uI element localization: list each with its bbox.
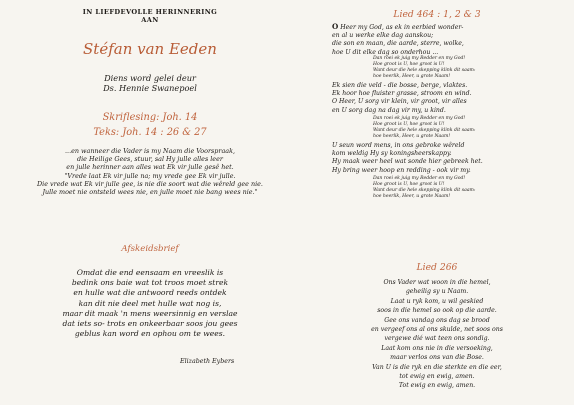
chorus-line: Want deur die hele skepping klink dit saam:: [373, 68, 476, 74]
hymn-464-chorus-2: [332, 116, 574, 140]
chorus-line: Dan roei ek juig my Redder en my God!: [373, 116, 466, 121]
verse-line: en U sorg dag na dag vir my, u kind.: [332, 106, 446, 114]
sermon-text: Teks: Joh. 14 : 26 & 27: [93, 127, 207, 138]
chorus-line: Dan roei ek juig my Redder en my God!: [373, 56, 466, 61]
prayer-line: en vergeef ons al ons skulde, net soos ons: [371, 326, 503, 334]
hymn-464-verse-3: [332, 142, 568, 175]
quote-line: "Vrede laat Ek vir julle na; my vrede gee Ek vir julle.: [64, 171, 236, 180]
hymn-266-text: [300, 278, 574, 391]
verse-line-text: Heer my God, as ek in eerbied wonder-: [340, 24, 464, 31]
hymn-464-verse-1: [332, 23, 568, 57]
memorial-heading: [0, 8, 300, 24]
quote-line: Die vrede wat Ek vir julle gee, is nie die soort wat die wêreld gee nie.: [37, 179, 263, 188]
prayer-line: Ons Vader wat woon in die hemel,: [383, 279, 491, 286]
service-info: [0, 73, 300, 93]
chorus-line: hoe heerlik, Heer, u grote Naam!: [373, 74, 451, 80]
poem-line: Omdat die end eensaam en vreeslik is: [76, 268, 224, 277]
farewell-poem: [0, 268, 300, 339]
prayer-line: Laat kom ons nie in die versoeking,: [381, 344, 493, 352]
verse-line: Ek hoor hoe fluister grasse, stroom en wind.: [332, 90, 472, 98]
verse-line: O Heer, U sorg vir klein, vir groot, vir alles: [332, 98, 467, 106]
farewell-heading: Afskeidsbrief: [121, 244, 179, 254]
prayer-line: Tot ewig en ewig, amen.: [398, 382, 476, 390]
quote-line: ...en wanneer die Vader is my Naam die Voorspraak,: [65, 147, 235, 155]
poem-line: geblus kan word en ophou om te wees.: [74, 329, 226, 339]
scripture-quote: [0, 147, 300, 196]
prayer-line: geheilig sy u Naam.: [405, 288, 469, 296]
poem-line: bedink ons baie wat tot troos moet strek: [71, 278, 229, 288]
hymn-464-chorus-3: [332, 176, 574, 200]
poem-author: Elizabeth Eybers: [180, 358, 235, 365]
prayer-line: Van U is die ryk en die sterkte en die eer,: [372, 363, 502, 371]
chorus-line: hoe heerlik, Heer, u grote Naam!: [373, 194, 451, 200]
deceased-name: Stéfan van Eeden: [83, 40, 217, 58]
hymn-464-verse-2: [332, 82, 568, 115]
service-line: Diens word gelei deur: [104, 73, 196, 83]
prayer-line: soos in die hemel so ook op die aarde.: [377, 307, 497, 315]
poem-line: en hulle wat die antwoord reeds ontdek: [73, 288, 227, 298]
chorus-line: Want deur die hele skepping klink dit saam:: [373, 128, 476, 134]
right-panel: [300, 0, 574, 405]
chorus-line: Hoe groot is U, hoe groot is U!: [373, 122, 445, 128]
verse-line: [332, 23, 568, 32]
verse-line: Hy maak weer heel wat sonde hier gebreek het.: [332, 158, 483, 166]
scripture-reading: Skriflesing: Joh. 14: [102, 112, 198, 123]
verse-initial: O: [332, 22, 339, 31]
verse-line: die son en maan, die aarde, sterre, wolke,: [332, 40, 464, 48]
chorus-line: Hoe groot is U, hoe groot is U!: [373, 62, 445, 68]
verse-line: U seun word mens, in ons gebroke wêreld: [332, 142, 465, 149]
chorus-line: Hoe groot is U, hoe groot is U!: [373, 182, 445, 188]
verse-line: en al u werke elke dag aanskou;: [332, 32, 434, 40]
prayer-line: maar verlos ons van die Bose.: [390, 354, 484, 362]
prayer-line: tot ewig en ewig, amen.: [399, 373, 475, 381]
quote-line: die Heilige Gees, stuur, sal Hy julle alles leer: [77, 155, 223, 164]
verse-line: kom weldig Hy sy koningsheerskappy.: [332, 150, 452, 158]
chorus-line: Want deur die hele skepping klink dit saam:: [373, 188, 476, 194]
poem-line: kan dit nie deel met hulle wat nog is,: [78, 298, 222, 308]
quote-line: en julle herinner aan alles wat Ek vir julle gesê het.: [66, 163, 234, 172]
memorial-heading-line: AAN: [141, 16, 159, 24]
hymn-464-title: Lied 464 : 1, 2 & 3: [393, 9, 481, 20]
prayer-line: Gee ons vandag ons dag se brood: [384, 316, 490, 324]
hymn-464-chorus-1: [332, 56, 574, 80]
hymn-266-title: Lied 266: [416, 262, 458, 273]
memorial-heading-line: IN LIEFDEVOLLE HERINNERING: [82, 8, 218, 16]
quote-line: Julle moet nie ontsteld wees nie, en julle moet nie bang wees nie.": [42, 188, 258, 197]
poem-line: dat iets so- trots en onkeerbaar soos jou gees: [62, 319, 238, 329]
minister-line: Ds. Hennie Swanepoel: [103, 83, 197, 93]
chorus-line: Dan roei ek juig my Redder en my God!: [373, 176, 466, 181]
prayer-line: Laat u ryk kom, u wil geskied: [390, 297, 484, 305]
verse-line: Ek sien die veld - die bosse, berge, vlaktes.: [332, 82, 468, 89]
chorus-line: hoe heerlik, Heer, u grote Naam!: [373, 134, 451, 140]
poem-line: maar dit maak 'n mens weersinnig en verslae: [62, 308, 238, 318]
verse-line: hoe U dit elke dag so onderhou ...: [332, 48, 439, 56]
verse-line: Hy bring weer hoop en redding - ook vir my.: [332, 166, 471, 174]
prayer-line: vergewe dié wat teen ons sondig.: [384, 335, 490, 343]
